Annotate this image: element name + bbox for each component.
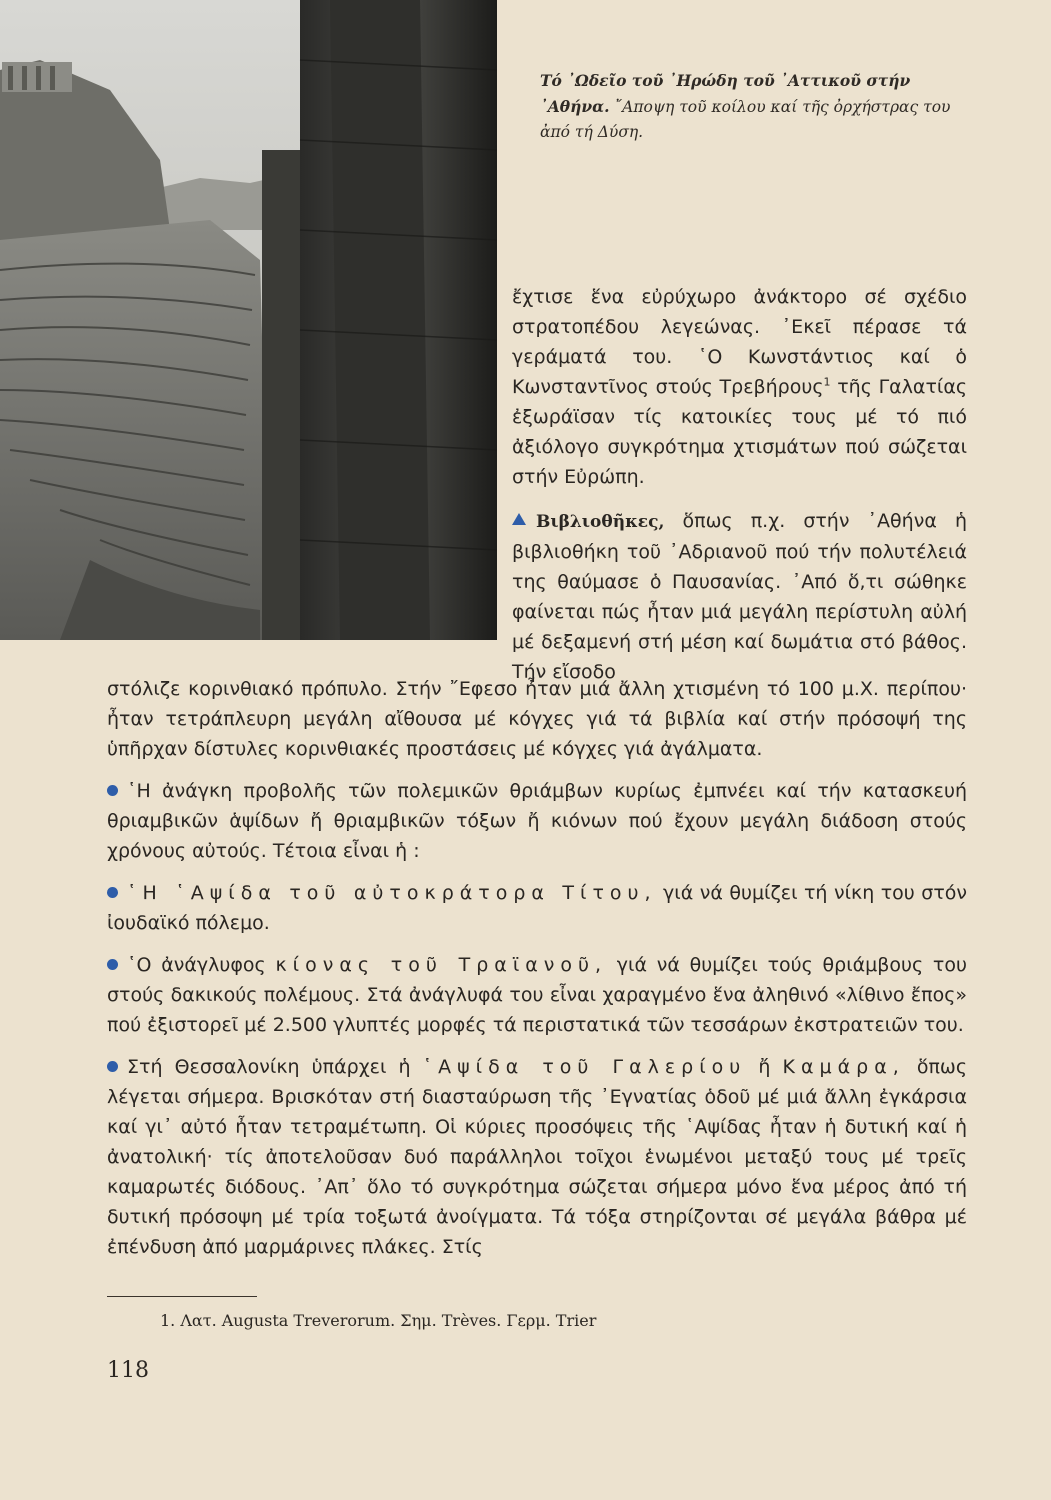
- column-paragraph-1: [512, 282, 967, 492]
- bullet-icon: [107, 785, 118, 796]
- galerius-arch-term: ῾Αψίδα τοῦ Γαλερίου: [422, 1056, 747, 1078]
- odeon-photo-illustration: [0, 0, 497, 640]
- titus-arch-paragraph: [107, 878, 967, 938]
- caption-description: ῎Αποψη τοῦ κοίλου καί τῆς ὀρχήστρας του ἀπό τή Δύση.: [540, 98, 951, 141]
- column-paragraph-1-text-b: τῆς Γαλατίας ἐξωράϊσαν τίς κατοικίες τους μέ τό πιό ἀξιόλογο συγκρότημα χτισμάτων πού σώζεται στήν Εὐρώπη.: [512, 376, 968, 488]
- page-number: 118: [107, 1358, 149, 1383]
- footnote-marker: 1: [823, 375, 831, 389]
- trajan-column-term: κίονας τοῦ Τραϊανοῦ,: [275, 954, 607, 976]
- trajan-column-text: γιά νά θυμίζει τούς θριάμβους του στούς δακικούς πολέμους. Στά ἀνάγλυφά του εἶναι χαραγμένο ἕνα ἀληθινό «λίθινο ἔπος» πού ἐξιστορεῖ μέ 2.500 γλυπτές μορφές τά περιστατικά τῶν τεσσάρων ἐκστρατειῶν του.: [107, 954, 967, 1036]
- triumphs-paragraph: [107, 776, 967, 866]
- right-column: [512, 282, 967, 687]
- column-paragraph-1-text-a: ἔχτισε ἕνα εὐρύχωρο ἀνάκτορο σέ σχέδιο στρατοπέδου λεγεώνας. ᾽Εκεῖ πέρασε τά γεράματά του. ῾Ο Κωνστάντιος καί ὁ Κωνσταντῖνος στούς Τρεβήρους: [512, 286, 967, 398]
- galerius-or: ἤ: [746, 1056, 783, 1078]
- galerius-intro: Στή Θεσσαλονίκη ὑπάρχει ἡ: [127, 1056, 423, 1078]
- footnote: 1. Λατ. Augusta Treverorum. Σημ. Trèves. Γερμ. Trier: [160, 1311, 597, 1330]
- titus-arch-term: ῾Η ῾Αψίδα τοῦ αὐτοκράτορα Τίτου,: [127, 882, 657, 904]
- bullet-icon: [107, 1061, 118, 1072]
- photo-caption: [540, 68, 980, 145]
- galerius-text: ὅπως λέγεται σήμερα. Βρισκόταν στή διασταύρωση τῆς ᾽Εγνατίας ὁδοῦ μέ μιά ἄλλη ἐγκάρσια καί γι᾽ αὐτό ἦταν τετραμέτωπη. Οἱ κύριες προσόψεις τῆς ῾Αψίδας ἦταν ἡ δυτική καί ἡ ἀνατολική· τίς ἀποτελοῦσαν δυό παράλληλοι τοῖχοι ἑνωμένοι μεταξύ τους μέ τρεῖς καμαρωτές διόδους. ᾽Απ᾽ ὅλο τό συγκρότημα σώζεται σήμερα μόνο ἕνα μέρος ἀπό τή δυτική πρόσοψη μέ τρία τοξωτά ἀνοίγματα. Τά τόξα στηρίζονται σέ μεγάλα βάθρα μέ ἐπένδυση ἀπό μαρμάρινες πλάκες. Στίς: [107, 1056, 967, 1258]
- footnote-divider: [107, 1296, 257, 1297]
- triangle-marker-icon: [512, 513, 526, 525]
- kamara-term: Καμάρα,: [782, 1056, 905, 1078]
- main-body: [107, 674, 967, 1262]
- libraries-heading: Βιβλιοθῆκες,: [536, 512, 665, 532]
- libraries-continuation: στόλιζε κορινθιακό πρόπυλο. Στήν ῎Εφεσο ἦταν μιά ἄλλη χτισμένη τό 100 μ.Χ. περίπου· ἦταν τετράπλευρη μεγάλη αἴθουσα μέ κόγχες γιά τά βιβλία καί στήν πρόσοψή της ὑπῆρχαν δίστυλες κορινθιακές προστάσεις μέ κόγχες γιά ἀγάλματα.: [107, 678, 967, 760]
- libraries-text: ὅπως π.χ. στήν ᾽Αθήνα ἡ βιβλιοθήκη τοῦ ᾽Αδριανοῦ πού τήν πολυτέλειά της θαύμασε ὁ Παυσανίας. ᾽Από ὅ,τι σώθηκε φαίνεται πώς ἦταν μιά μεγάλη περίστυλη αὐλή μέ δεξαμενή στή μέση καί δωμάτια στό βάθος. Τήν εἴσοδο: [512, 510, 967, 683]
- odeon-photo: [0, 0, 497, 640]
- triumphs-text: ῾Η ἀνάγκη προβολῆς τῶν πολεμικῶν θριάμβων κυρίως ἐμπνέει καί τήν κατασκευή θριαμβικῶν ἁψίδων ἤ θριαμβικῶν τόξων ἤ κιόνων πού ἔχουν μεγάλη διάδοση στούς χρόνους αὐτούς. Τέτοια εἶναι ἡ :: [107, 780, 967, 862]
- bullet-icon: [107, 887, 118, 898]
- trajan-column-paragraph: [107, 950, 967, 1040]
- titus-arch-text: γιά νά θυμίζει τή νίκη του στόν ἰουδαϊκό πόλεμο.: [107, 882, 967, 934]
- trajan-column-intro: ῾Ο ἀνάγλυφος: [127, 954, 276, 976]
- libraries-paragraph: [512, 506, 967, 687]
- galerius-arch-paragraph: [107, 1052, 967, 1262]
- bullet-icon: [107, 959, 118, 970]
- caption-title: Τό ᾽Ωδεῖο τοῦ ᾽Ηρώδη τοῦ ᾽Αττικοῦ στήν ᾽Αθήνα.: [540, 71, 911, 116]
